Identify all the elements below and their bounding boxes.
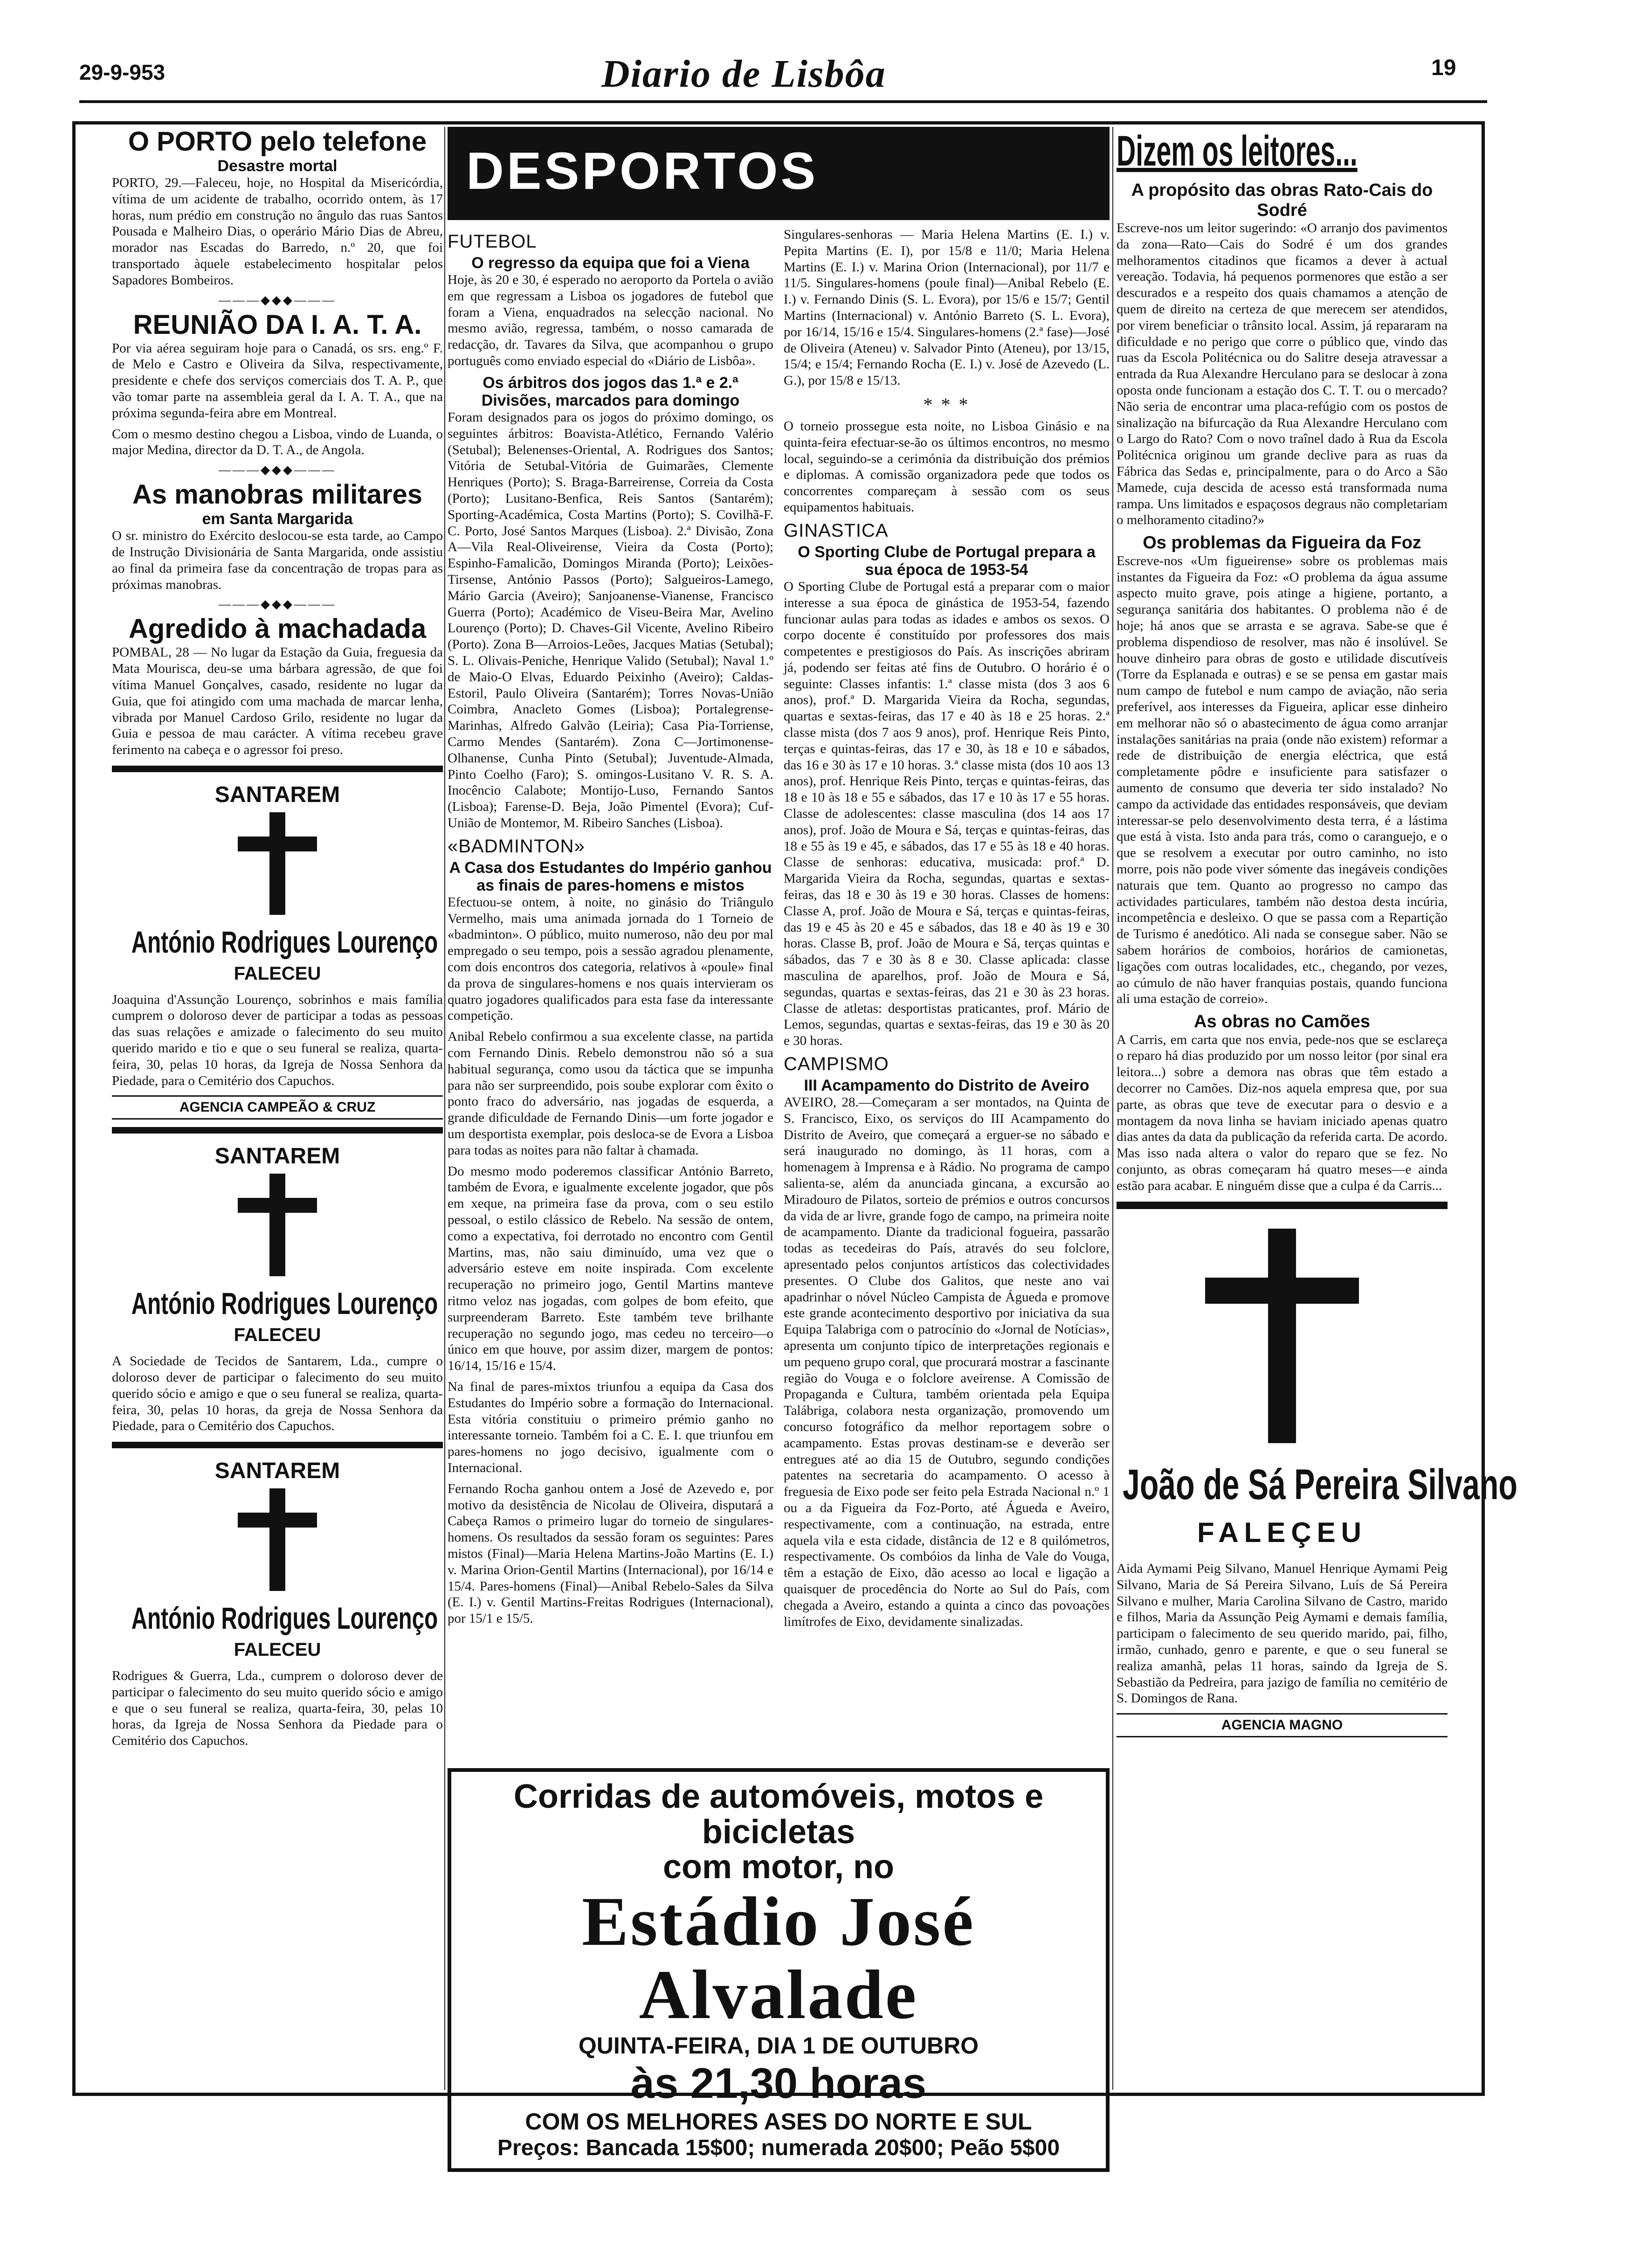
article-body: Anibal Rebelo confirmou a sua excelente classe, na partida com Fernando Dinis. Rebelo demonstrou não só a sua habitual segurança, como usou da táctica que se impunha para não ser surpreendido, pois soube explorar com êxito o ponto fraco do adversário, nas jogadas de esquerda, a grande dificuldade de Fernando Dinis—um forte jogador e um desportista exemplar, pois desloca-se de Evora a Lisboa para todas as noites para não faltar à chamada. [448, 1029, 773, 1158]
obituary-name: António Rodrigues Lourenço [131, 924, 438, 959]
article-body: Fernando Rocha ganhou ontem a José de Azevedo e, por motivo da desistência de Nicolau de Oliveira, disputará a Cabeça Ramos o primeiro lugar do torneio de singulares-homens. Os resultados da sessão foram os seguintes: Pares mistos (Final)—Maria Helena Martins-João Martins (E. I.) v. Marina Orion-Gentil Martins (Internacional), por 16/14 e 15/4. Pares-homens (Final)—Anibal Rebelo-Sales da Silva (E. I.) v. Gentil Martins-Freitas Rodrigues (Internacional), por 15/1 e 15/5. [448, 1481, 773, 1626]
article-body: Escreve-nos «Um figueirense» sobre os problemas mais instantes da Figueira da Foz: «O problema da água assume aspecto muito grave, pois atinge a higiene, portanto, a segurança sanitária dos habitantes. O problema não é de hoje; há anos que se arrasta e se agrava. Sabe-se que é problema dispendioso de resolver, mas não é insolúvel. Se houve dinheiro para obras de gosto e utilidade discutíveis (Torre da Esplanada e outras) e se se pensa em gastar mais num campo de futebol e num campo de aviação, não seria preferível, aos interesses da Figueira, aplicar esse dinheiro em melhorar não só o abastecimento de água como arranjar instalações sanitárias na praia (onde não existem) reformar a rede de distribuição de energia eléctrica, que está completamente pôdre e insuficiente para satisfazer o aumento de consumo que deveria ter sido instalado? No campo da actividade das entidades responsáveis, que deviam interessar-se pelo desenvolvimento desta terra, é a lástima que está à vista. Isto anda para trás, como o caranguejo, e o que se resolvem a executar por outro caminho, no isto morre, pois não pode viver sómente das inegáveis condições naturais que tem. Quanto ao progresso no campo das actividades particulares, também não destoa desta incúria, incompetência e desleixo. O que se passa com a Repartição de Turismo é anedótico. Ali nada se consegue saber. Não se sabem horários de comboios, horários de camionetas, ligações com outras localidades, etc., chegando, por vezes, ao cúmulo de não haver franquias postais, quando funciona ali uma estação de correio». [1117, 553, 1448, 1007]
article-title: O Sporting Clube de Portugal prepara a sua época de 1953-54 [798, 543, 1096, 579]
cross-icon [238, 812, 317, 915]
ornament-divider: ———◆◆◆——— [219, 293, 336, 307]
article-body: Na final de pares-mixtos triunfou a equipa da Casa dos Estudantes do Império sobre a formação do Internacional. Esta vitória constituiu o primeiro prémio ganho no interessante torneio. Também foi a C. E. I. que triunfou em pares-homens no jogo decisivo, igualmente com o Internacional. [448, 1379, 773, 1475]
obituary-faleceu: FALEÇEU [1197, 1516, 1367, 1548]
article-title: III Acampamento do Distrito de Aveiro [804, 1077, 1089, 1095]
article-title: A propósito das obras Rato-Cais do Sodré [1131, 180, 1433, 220]
article-body: Escreve-nos um leitor sugerindo: «O arranjo dos pavimentos da zona—Rato—Cais do Sodré é um dos grandes melhoramentos citadinos que ficamos a dever à actual vereação. Todavia, há pequenos pormenores que estão a ser descurados e a respeito dos quais chamamos a atenção de quem de direito na certeza de que merecem ser atendidos, por virem beneficiar o trânsito local. Assim, já repararam na dificuldade e no perigo que corre o público que, vindo das ruas da Escola Politécnica ou do Salitre deseja atravessar a entrada da Rua Alexandre Herculano para se deslocar à zona oposta onde funcionam a estação dos C. T. T. ou o mercado? Não seria de encontrar uma placa-refúgio com os postos de sinalização na bifurcação da Rua Alexandre Herculano com o Largo do Rato? Com o novo traînel dado à Rua da Escola Politécnica originou um grande declive para as ruas da Fábrica das Sedas e, principalmente, para o do Arco a São Mamede, cuja descida de acesso está transformada numa rampa. Uns limitados e espaçosos degraus não completariam o melhoramento citadino?» [1117, 221, 1448, 528]
obituary-name: João de Sá Pereira Silvano [1123, 1460, 1517, 1508]
masthead-rule [79, 100, 1487, 103]
ornament-divider: ———◆◆◆——— [219, 463, 336, 477]
obituary-place: SANTAREM [214, 1144, 340, 1169]
left-column [112, 127, 443, 2090]
sports-column-right [784, 227, 1110, 1634]
ad-line: Corridas de automóveis, motos e bicicletas [513, 1778, 1044, 1851]
ad-venue: Estádio José Alvalade [582, 1882, 975, 2034]
cross-icon [1205, 1229, 1359, 1443]
article-title: O PORTO pelo telefone [128, 126, 427, 157]
article-body: Do mesmo modo poderemos classificar António Barreto, também de Evora, e igualmente excelente jogador, que pôs em xeque, na primeira fase da prova, com o seu estilo pessoal, o estilo clássico de Rebelo. Na sessão de ontem, como a expectativa, foi derrotado no encontro com Gentil Martins, mas, não saiu diminuído, uma vez que o adversário esteve em noite inspirada. Com excelente recuperação no primeiro jogo, Gentil Martins manteve ritmo veloz nas jogadas, com golpes de bom efeito, que surpreenderam Barreto. Este também teve brilhante recuperação no segundo jogo, mas cedeu no terceiro—o único em que houve, por assim dizer, margem de pontos: 16/14, 15/16 e 15/4. [448, 1163, 773, 1374]
article-body: A Carris, em carta que nos envia, pede-nos que se esclareça o reparo há dias produzido por um nosso leitor (por sinal era leitora...) sobre a demora nas obras que têm estado a decorrer no Camões. Diz-nos aquela empresa que, por sua parte, as obras que teve de executar para o desvio e a montagem da nova linha se haviam iniciado apenas quatro dias antes da data da publicação da referida carta. De acordo. Mas isso nada altera o valor do reparo que se fez. No conjunto, as obras começaram há quatro meses—e ainda estão para acabar. E ninguém disse que a culpa é da Carris... [1117, 1032, 1448, 1193]
section-header: Dizem os leitores... [1117, 127, 1358, 175]
sports-column-left [448, 227, 773, 1634]
sports-columns [448, 227, 1110, 1634]
article-body: PORTO, 29.—Faleceu, hoje, no Hospital da Misericórdia, vítima de um acidente de trabalho, ocorrido ontem, às 17 horas, num prédio em construção no ângulo das ruas Santos Pousada e Malheiro Dias, o operário Mário Dias de Abreu, morador nas Escadas do Barredo, n.º 20, que foi transportado àquele estabelecimento hospitalar pelos Sapadores Bombeiros. [112, 175, 443, 288]
column-divider [444, 127, 445, 2090]
obituary-body: Joaquina d'Assunção Lourenço, sobrinhos e mais família cumprem o doloroso dever de participar a todas as pessoas das suas relações e amizade o falecimento do seu muito querido marido e tio e que o seu funeral se realiza, quarta-feira, 30, pelas 10 horas, da Igreja de Nossa Senhora da Piedade, para o Cemitério dos Capuchos. [112, 992, 443, 1088]
obituary [1117, 1202, 1517, 1738]
section-label: «BADMINTON» [448, 836, 585, 857]
article-subtitle: em Santa Margarida [202, 510, 353, 528]
article-subtitle: Desastre mortal [217, 157, 338, 175]
article-body: Singulares-senhoras — Maria Helena Martins (E. I.) v. Pepita Martins (E. I), por 15/8 e 11/0; Maria Helena Martins (E. I.) v. Marina Orion (Internacional), por 11/7 e 11/5. Singulares-homens (poule final)—Anibal Rebelo (E. I.) v. Fernando Dinis (S. L. Evora), por 15/6 e 15/7; Gentil Martins (Internacional) v. António Barreto (S. L. Evora), por 16/14, 15/16 e 15/4. Singulares-homens (2.ª fase)—José de Oliveira (Ateneu) v. Salvador Pinto (Ateneu), por 13/15, 15/4; e 15/4; Fernando Rocha (E. I.) v. José de Azevedo (L. G.), por 15/8 e 15/13. [784, 227, 1110, 388]
obituary [112, 1442, 443, 1749]
article-body: O sr. ministro do Exército deslocou-se esta tarde, ao Campo de Instrução Divisionária de Santa Margarida, onde assistiu ao final da primeira fase da concentração de tropas para as próximas manobras. [112, 528, 443, 592]
obituary-name: António Rodrigues Lourenço [131, 1286, 438, 1321]
section-label: GINASTICA [784, 520, 889, 541]
article-title: As obras no Camões [1194, 1012, 1370, 1032]
article-body: Com o mesmo destino chegou a Lisboa, vindo de Luanda, o major Medina, director da D. T. A., de Angola. [112, 426, 443, 458]
masthead [0, 0, 1641, 121]
cross-icon [238, 1488, 317, 1591]
article-body: Foram designados para os jogos do próximo domingo, os seguintes árbitros: Boavista-Atlético, Fernando Valério (Setubal); Belenenses-Oriental, A. Rodrigues dos Santos; Vitória de Setubal-Vitória de Guimarães, Clemente Henriques (Porto); S. Braga-Barreirense, Correia da Costa (Porto); Lusitano-Benfica, Reis Santos (Santarém); Sporting-Académica, Costa Martins (Porto); S. Covilhã-F. C. Porto, José Santos Marques (Lisboa). 2.ª Divisão, Zona A—Vila Real-Oliveirense, Vieira da Costa (Porto); Espinho-Famalicão, Domingos Miranda (Porto); Leixões-Tirsense, António Passos (Porto); Salgueiros-Lamego, Mário Garcia (Aveiro); Sanjoanense-Vianense, Francisco Guerra (Porto); Académico de Viseu-Beira Mar, Avelino Lourenço (Porto); D. Chaves-Gil Vicente, Avelino Ribeiro (Porto). Zona B—Arroios-Leões, Jacques Matias (Setubal); S. L. Olivais-Peniche, Henrique Valido (Setubal); Naval 1.º de Maio-O Elvas, Eduardo Peixinho (Aveiro); Caldas-Estoril, Paulo Oliveira (Santarém); Torres Novas-União Coimbra, Anacleto Gomes (Lisboa); Portalegrense-Marinhas, Alfredo Galvão (Leiria); Casa Pia-Torriense, Carmo Mendes (Santarém). Zona C—Jortimonense-Olhanense, Cunha Pinto (Setubal); Juventude-Almada, Pinto Coelho (Faro); S. omingos-Lusitano V. R. S. A. Inocêncio Calabote; Montijo-Luso, Fernando Santos (Lisboa); Farense-D. Beja, João Pimentel (Evora); Cuf-União de Montemor, M. Ribeiro Sanches (Lisboa). [448, 410, 773, 830]
ad-time: às 21,30 horas [630, 2059, 927, 2107]
funeral-agency: AGENCIA MAGNO [1117, 1713, 1448, 1737]
section-label: CAMPISMO [784, 1054, 889, 1075]
article-title: Os árbitros dos jogos das 1.ª e 2.ª Divisões, marcados para domingo [481, 373, 740, 409]
obituary-faleceu: FALECEU [234, 963, 321, 984]
ad-aces: COM OS MELHORES ASES DO NORTE E SUL [525, 2108, 1032, 2135]
obituary-body: Rodrigues & Guerra, Lda., cumprem o doloroso dever de participar o falecimento do seu muito querido sócio e amigo e que o seu funeral se realiza, quarta-feira, 30, pelas 10 horas, da Igreja de Nossa Senhora da Piedade para o Cemitério dos Capuchos. [112, 1668, 443, 1749]
obituary-faleceu: FALECEU [234, 1639, 321, 1660]
article-title: Os problemas da Figueira da Foz [1143, 533, 1421, 553]
issue-date: 29-9-953 [79, 60, 165, 84]
article-body: Efectuou-se ontem, à noite, no ginásio do Triângulo Vermelho, mais uma animada jornada do 1 Torneio de «badminton». O público, muito numeroso, não deu por mal empregado o seu tempo, pois a sessão agradou plenamente, com dois encontros dos categoria, relativos à «poule» final da prova de singulares-homens e nos quais intervieram os quatro jogadores qualificados para esta fase da interessante competição. [448, 894, 773, 1023]
obituary-body: A Sociedade de Tecidos de Santarem, Lda., cumpre o doloroso dever de participar o falecimento do seu muito querido sócio e amigo e que o seu funeral se realiza, quarta-feira, 30, pelas 10 horas, da greja de Nossa Senhora da Piedade, para o Cemitério dos Capuchos. [112, 1354, 443, 1434]
obituary-place: SANTAREM [214, 782, 340, 807]
ad-line: com motor, no [662, 1848, 895, 1886]
article-title: As manobras militares [132, 479, 423, 510]
obituary-name: António Rodrigues Lourenço [131, 1600, 438, 1635]
desportos-banner [448, 127, 1110, 220]
newspaper-title: Diario de Lisbôa [601, 52, 886, 96]
obituary [112, 766, 443, 1120]
obituary [112, 1127, 443, 1434]
article-body: O torneio prossegue esta noite, no Lisboa Ginásio e na quinta-feira efectuar-se-ão os últimos encontros, no mesmo local, seguindo-se a cerimónia da distribuição dos prémios e diplomas. A comissão organizadora pede que todos os concorrentes compareçam à sessão com os seus equipamentos habituais. [784, 418, 1110, 515]
page-number: 19 [1431, 55, 1456, 80]
sports-section [448, 127, 1110, 2160]
banner-title: DESPORTOS [466, 142, 819, 200]
article-body: Por via aérea seguiram hoje para o Canadá, os srs. eng.º F. de Melo e Castro e Oliveira da Silva, respectivamente, presidente e chefe dos serviços comerciais dos T. A. P., que vão tomar parte na assembleia geral da I. A. T. A., que na próxima segunda-feira abre em Montreal. [112, 340, 443, 421]
right-column [1117, 127, 1517, 2090]
article-body: Hoje, às 20 e 30, é esperado no aeroporto da Portela o avião em que regressam a Lisboa os jogadores de futebol que foram a Viena, enquadrados na selecção nacional. No mesmo avião, regressa, também, o nosso camarada de redacção, dr. Tavares da Silva, que acompanhou o grupo português como enviado especial do «Diário de Lisbôa». [448, 272, 773, 369]
column-divider [1112, 127, 1113, 2090]
article-title: Agredido à machadada [128, 614, 427, 644]
stars-divider: * * * [923, 394, 970, 415]
article-body: O Sporting Clube de Portugal está a preparar com o maior interesse a sua época de ginástica de 1953-54, fazendo funcionar aulas para todas as idades e ambos os sexos. O corpo docente é constituído por professores dos mais competentes e prestigiosos do País. As inscrições abriram já, podendo ser feitas até fins de Outubro. O horário é o seguinte: Classes infantis: 1.ª classe mista (dos 3 aos 6 anos), prof.ª D. Margarida Vieira da Rocha, segundas, quartas e sextas-feiras, das 17 e 40 às 18 e 25 horas. 2.ª classe mista (dos 7 aos 9 anos), prof. Henrique Reis Pinto, terças e quintas-feiras, das 17 e 30, às 18 e 10 e sábados, das 16 e 30 às 17 e 10 horas. 3.ª classe mista (dos 10 aos 13 anos), prof. Henrique Reis Pinto, terças e quintas-feiras, das 18 e 10 às 18 e 55 e sábados, das 17 e 10 às 17 e 55 horas. Classe de adolescentes: classe masculina (dos 14 aos 17 anos), prof. João de Moura e Sá, terças e quintas-feiras, das 18 e 55 às 19 e 45, e sábados, das 17 e 55 às 18 e 40 horas. Classe de senhoras: educativa, musicada: prof.ª D. Margarida Vieira da Rocha, segundas, quartas e sextas-feiras, das 18 e 30 às 19 e 30 horas. Classes de homens: Classe A, prof. João de Moura e Sá, terças e quintas-feiras, das 19 e 45 às 20 e 45 e sábados, das 18 e 40 às 19 e 30 horas. Classe B, prof. João de Moura e Sá, terças quintas e sábados, das 7 e 30 às 8 e 30. Classe aplicada: classe masculina de aparelhos, prof. João de Moura e Sá, segundas, quartas e sextas-feiras, das 21 e 30 às 23 horas. Classe de atletas: desportistas praticantes, prof. Mário de Lemos, segundas, quartas e sextas-feiras, das 19 e 30 às 20 e 30 horas. [784, 579, 1110, 1049]
ornament-divider: ———◆◆◆——— [219, 597, 336, 611]
article-body: AVEIRO, 28.—Começaram a ser montados, na Quinta de S. Francisco, Eixo, os serviços do III Acampamento do Distrito de Aveiro, que começará a erguer-se no sábado e será inaugurado no domingo, às 11 horas, com a homenagem à Imprensa e à Rádio. No programa de campo salienta-se, além da anunciada gincana, a excursão ao Miradouro de Pilatos, sorteio de prémios e outros concursos da vida de ar livre, grande fogo de campo, na primeira noite de acampamento. Diante da tradicional fogueira, passarão todas as tecedeiras do País, através do seu folclore, apresentado pelos conjuntos artísticos das colectividades presentes. O Clube dos Galitos, que neste ano vai apadrinhar o nóvel Núcleo Campista de Águeda e promove este grande acontecimento desportivo por iniciativa da sua Equipa Talabriga com o patrocínio do «Jornal de Notícias», apresenta um conjunto típico de interpretações regionais e um pequeno grupo coral, que procurará mostrar a fascinante região do Vouga e o folclore aveirense. A Comissão de Propaganda e Cultura, também orientada pela Equipa Talábriga, colabora nesta organização, promovendo um concurso fotográfico da melhor reportagem sobre o acampamento. Estas provas destinam-se e deverão ser entregues até ao dia 15 de Outubro, segundo condições patentes na secretaria do acampamento. O acesso à freguesia de Eixo pode ser feito pela Estrada Nacional n.º 1 ou a da Figueira da Foz-Porto, até Águeda e Aveiro, respectivamente, com a continuação, na estrada, entre aquela vila e esta cidade, distância de 12 e 8 quilómetros, respectivamente. Os combóios da linha de Vale do Vouga, têm a estação de Eixo, dão acesso ao local e ligação a quaisquer de procedência do Norte ao Sul do País, com chegada a Aveiro, estando a quinta a cinco das povoações limítrofes de Eixo, devidamente sinalizadas. [784, 1095, 1110, 1629]
obituary-faleceu: FALECEU [234, 1325, 321, 1346]
obituary-place: SANTAREM [214, 1459, 340, 1484]
obituary-body: Aida Aymami Peig Silvano, Manuel Henrique Aymami Peig Silvano, Maria de Sá Pereira Silvano, Luís de Sá Pereira Silvano e mulher, Maria Carolina Silvano de Castro, marido e filhos, Maria da Assunção Peig Aymami e demais família, participam o falecimento de seu querido marido, pai, filho, irmão, cunhado, genro e parente, e que o seu funeral se realiza amanhã, pelas 11 horas, saindo da Igreja de S. Sebastião da Pedreira, para jazigo de família no cemitério de S. Domingos de Rana. [1117, 1561, 1448, 1706]
article-title: REUNIÃO DA I. A. T. A. [133, 309, 422, 340]
ad-date: QUINTA-FEIRA, DIA 1 DE OUTUBRO [578, 2032, 979, 2059]
ad-prices: Preços: Bancada 15$00; numerada 20$00; Peão 5$00 [497, 2135, 1060, 2160]
race-advertisement [448, 1768, 1110, 2172]
cross-icon [238, 1174, 317, 1276]
article-title: A Casa dos Estudantes do Império ganhou as finais de pares-homens e mistos [449, 858, 772, 894]
section-label: FUTEBOL [448, 231, 537, 252]
article-body: POMBAL, 28 — No lugar da Estação da Guia, freguesia da Mata Mourisca, deu-se uma bárbara agressão, de que foi vítima Manuel Gonçalves, casado, residente no lugar da Guia, que foi atingido com uma machada de marcar lenha, vibrada por Manuel Cardoso Grilo, residente no lugar da Guia e pessoa de mau carácter. A vítima recebeu grave ferimento na cabeça e o agressor foi preso. [112, 645, 443, 758]
article-title: O regresso da equipa que foi a Viena [471, 254, 750, 272]
funeral-agency: AGENCIA CAMPEÃO & CRUZ [112, 1095, 443, 1120]
